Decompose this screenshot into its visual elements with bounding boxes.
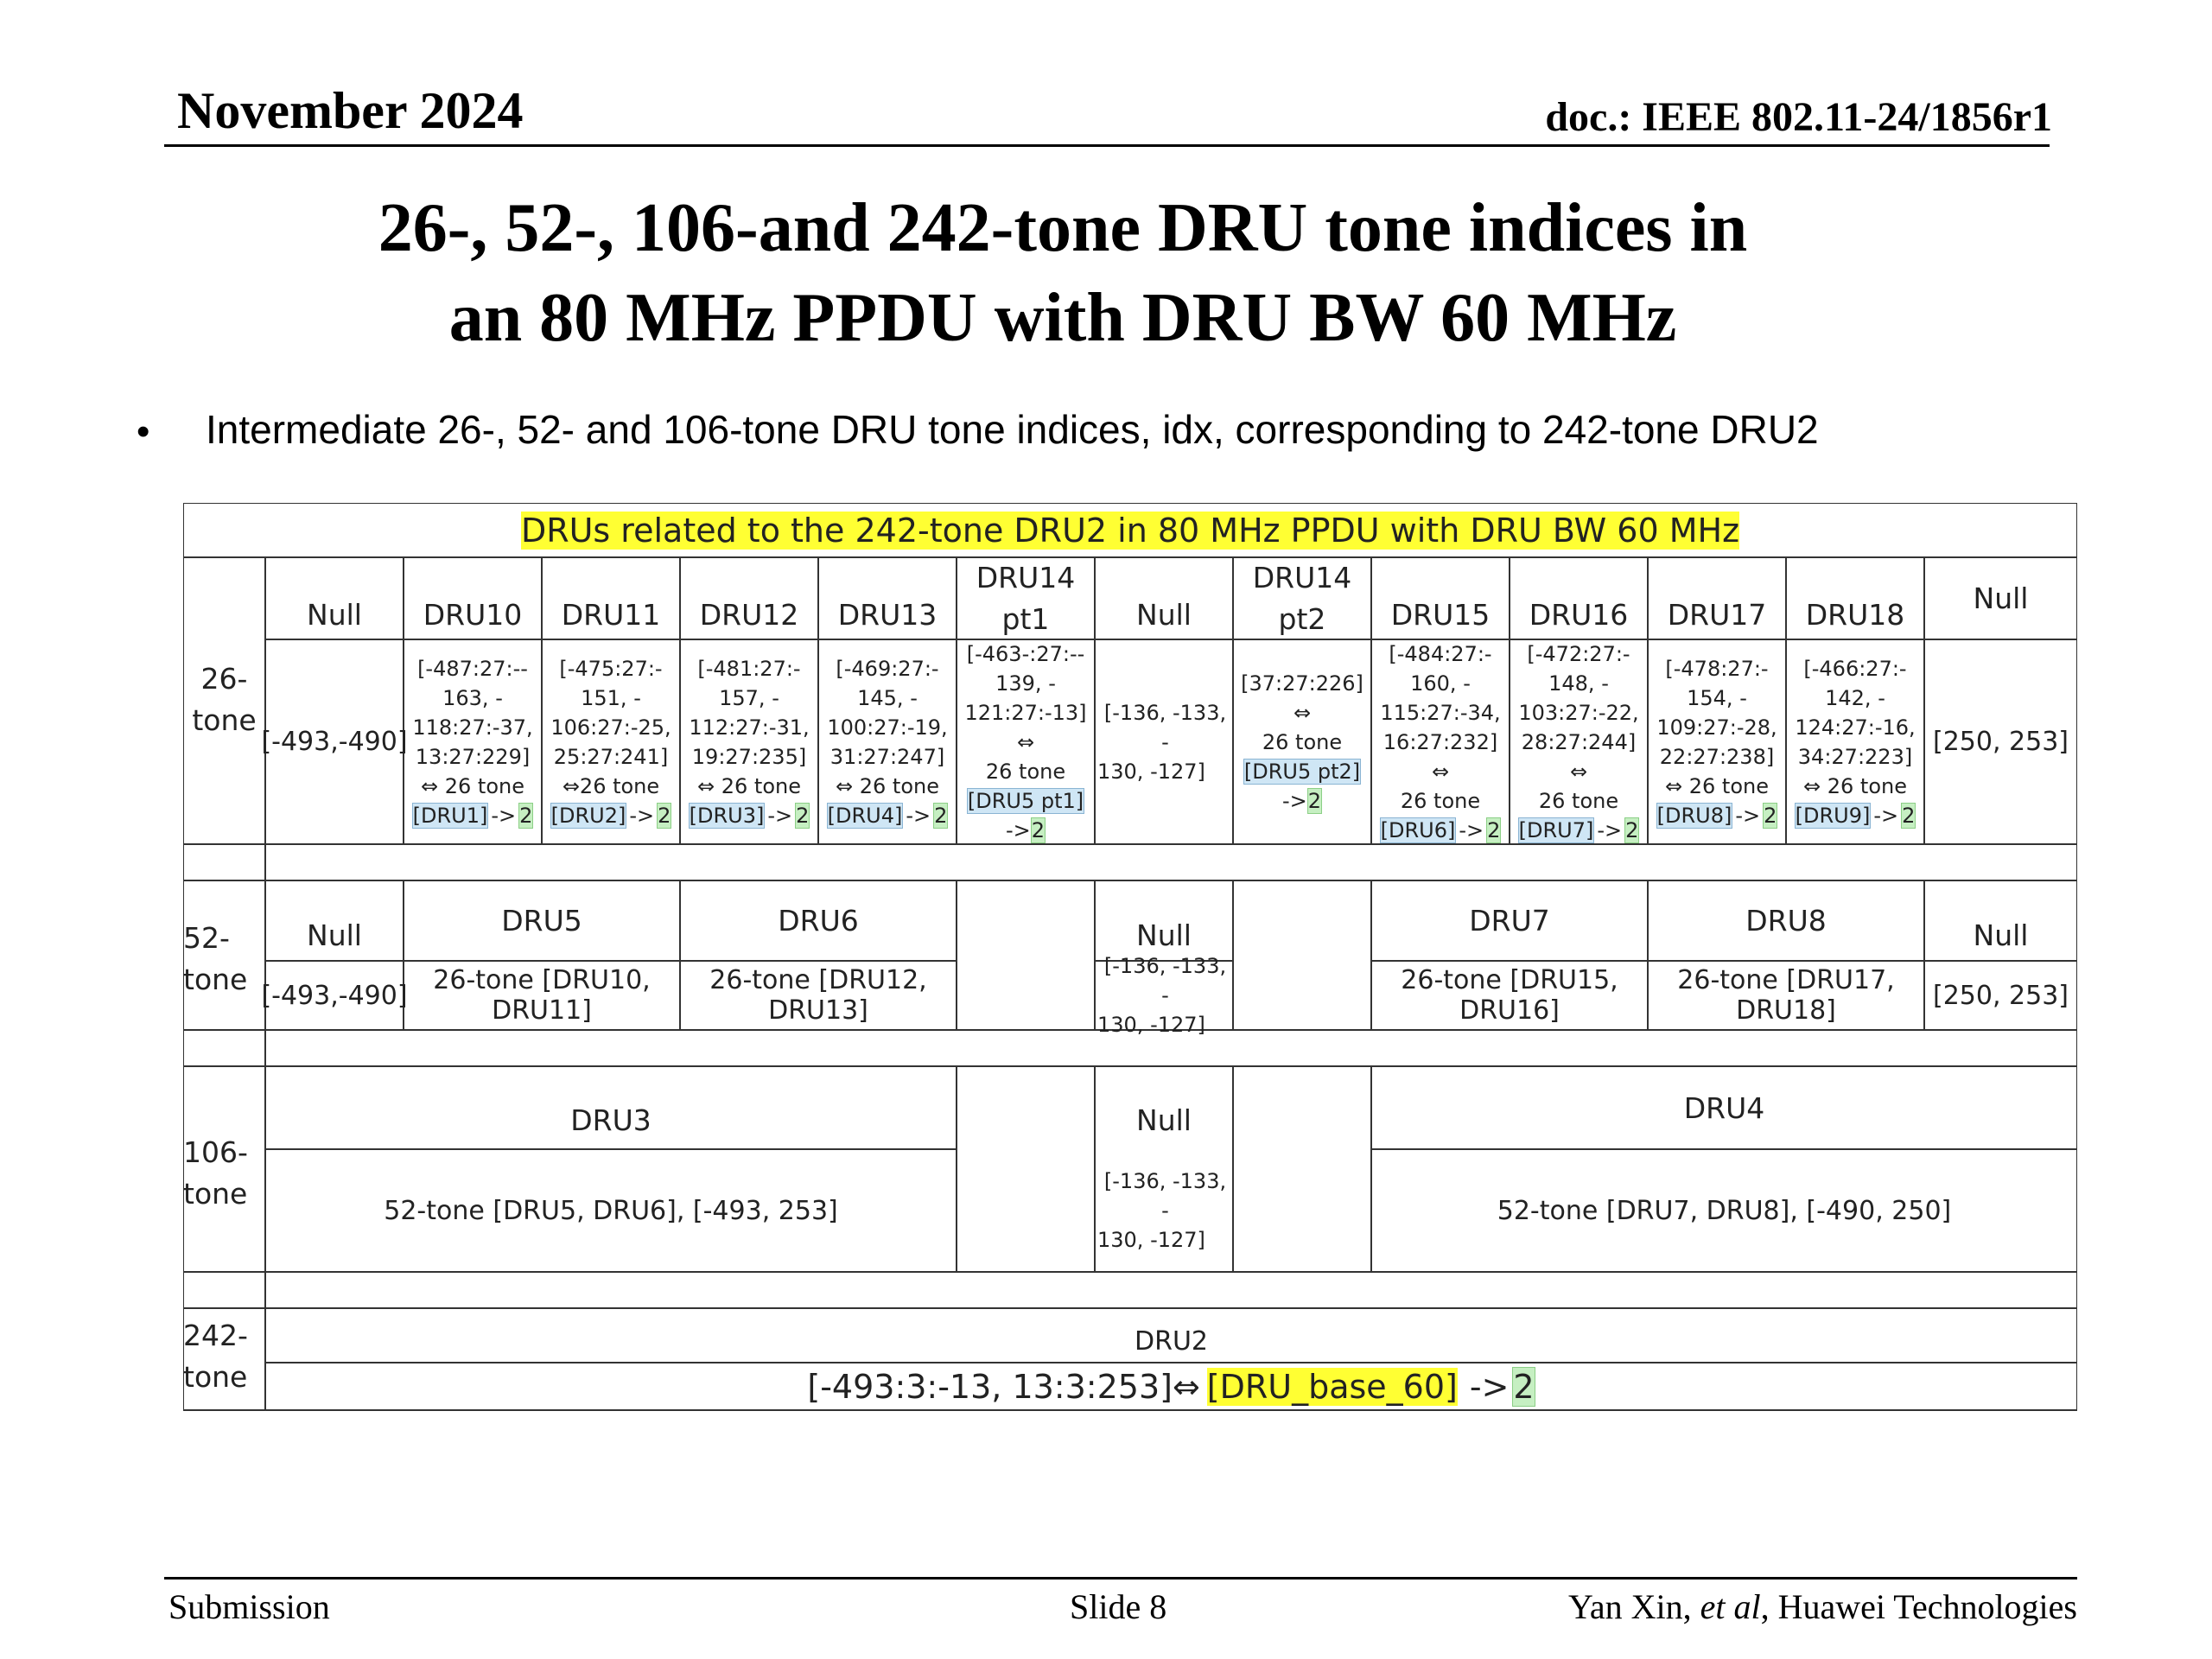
r52-dru8-val: 26-tone [DRU17, DRU18] bbox=[1677, 965, 1895, 1026]
r26-cell-line: 26 tone bbox=[1262, 729, 1343, 754]
hdr26-dru13: DRU13 bbox=[837, 597, 938, 632]
footer-author bbox=[1568, 1586, 2077, 1627]
r26-cell-tagrow bbox=[1243, 757, 1361, 786]
r242-value-tag: [DRU_base_60] bbox=[1206, 1367, 1458, 1406]
footer-slide-number: Slide 8 bbox=[1070, 1587, 1167, 1626]
r26-cell-line: [37:27:226] bbox=[1241, 671, 1363, 696]
r52-dru7-val: 26-tone [DRU15, DRU16] bbox=[1401, 965, 1618, 1026]
row-label-242-line1: 242- bbox=[183, 1319, 248, 1352]
r26-cell-line: 34:27:223] bbox=[1797, 744, 1913, 769]
r52-dru6: DRU6 bbox=[778, 904, 859, 938]
bullet-text: Intermediate 26-, 52- and 106-tone DRU tone indices, idx, corresponding to 242-tone DRU2 bbox=[206, 407, 1819, 452]
r26-cell-tagrow bbox=[689, 801, 810, 830]
bullet-marker: • bbox=[137, 410, 150, 453]
header-doc-id: doc.: IEEE 802.11-24/1856r1 bbox=[1545, 94, 2052, 140]
r52-dru6-val: 26-tone [DRU12, DRU13] bbox=[709, 965, 927, 1026]
hdr26-dru12: DRU12 bbox=[699, 597, 799, 632]
r26-cell-arrow: -> bbox=[1005, 817, 1031, 842]
r26-cell-0 bbox=[261, 639, 408, 844]
r26-cell-line: ⇔ bbox=[1016, 729, 1035, 754]
r26-cell-line: ⇔26 tone bbox=[562, 773, 660, 798]
r26-cell-tagrow bbox=[550, 801, 672, 830]
r26-cell-line: 28:27:244] bbox=[1521, 729, 1637, 754]
hdr26-null-right: Null bbox=[1973, 582, 2029, 615]
r26-cell-tag: [DRU5 pt1] bbox=[967, 788, 1084, 813]
slide-title-line1: 26-, 52-, 106-and 242-tone DRU tone indices in bbox=[378, 190, 1748, 266]
r52-null-left: Null bbox=[307, 918, 362, 952]
r26-cell-arrow: -> bbox=[767, 803, 793, 828]
r26-cell-3 bbox=[680, 639, 818, 844]
r26-cell-line: [-493,-490] bbox=[261, 727, 408, 757]
r26-cell-line: [-478:27:- bbox=[1665, 656, 1769, 681]
r26-cell-tag: [DRU5 pt2] bbox=[1243, 759, 1361, 784]
r26-cell-arrow: -> bbox=[906, 803, 931, 828]
r26-cell-line: [-484:27:- bbox=[1389, 641, 1492, 666]
r26-cell-line: [-472:27:- bbox=[1527, 641, 1630, 666]
r26-cell-tagrow bbox=[827, 801, 949, 830]
r26-cell-num: 2 bbox=[1307, 788, 1322, 813]
r26-cell-line: 31:27:247] bbox=[830, 744, 945, 769]
r26-cell-line: ⇔ bbox=[1431, 759, 1450, 784]
r26-cell-line: [-136, -133, - bbox=[1103, 700, 1227, 754]
hdr26-null-mid: Null bbox=[1136, 597, 1192, 632]
hdr26-null-left: Null bbox=[307, 597, 362, 632]
row-label-52-line1: 52- bbox=[183, 921, 230, 955]
r26-cell-line: [-463-:27:-- bbox=[966, 641, 1085, 666]
row-label-106-line1: 106- bbox=[183, 1135, 248, 1169]
r26-cell-num: 2 bbox=[1487, 817, 1501, 842]
dru-table bbox=[183, 503, 2077, 1412]
r52-dru7: DRU7 bbox=[1469, 904, 1550, 938]
r52-null-right: Null bbox=[1973, 918, 2029, 952]
r26-cell-arrowrow bbox=[1006, 816, 1046, 845]
r26-cell-arrow: -> bbox=[1459, 817, 1484, 842]
r26-cell-line: [-475:27:- bbox=[559, 656, 663, 681]
r26-cell-arrow: -> bbox=[1735, 803, 1761, 828]
r26-cell-line: 163, - bbox=[442, 685, 503, 710]
r52-null-mid-val: [-136, -133, - 130, -127] bbox=[1097, 954, 1227, 1037]
r26-cell-num: 2 bbox=[934, 803, 948, 828]
r26-cell-line: 115:27:-34, bbox=[1380, 700, 1501, 725]
r26-cell-line: 124:27:-16, bbox=[1795, 715, 1916, 740]
r26-cell-line: 103:27:-22, bbox=[1518, 700, 1639, 725]
r26-cell-2 bbox=[542, 639, 680, 844]
r26-cell-num: 2 bbox=[1764, 803, 1777, 828]
r26-cell-line: 13:27:229] bbox=[415, 744, 531, 769]
r242-value-num: 2 bbox=[1513, 1367, 1535, 1406]
r26-cell-num: 2 bbox=[796, 803, 810, 828]
r26-cell-line: 25:27:241] bbox=[553, 744, 669, 769]
r26-cell-tagrow bbox=[1656, 801, 1778, 830]
slide-title bbox=[199, 183, 1927, 363]
r26-cell-line: 145, - bbox=[857, 685, 918, 710]
table-caption bbox=[183, 503, 2077, 557]
r26-cell-5 bbox=[957, 639, 1095, 844]
r52-dru8: DRU8 bbox=[1745, 904, 1827, 938]
r106-null-mid-val: [-136, -133, - 130, -127] bbox=[1097, 1169, 1227, 1252]
r26-cell-tagrow bbox=[1795, 801, 1916, 830]
r242-value-arrow: -> bbox=[1469, 1367, 1510, 1406]
r26-cell-line: 160, - bbox=[1410, 671, 1471, 696]
r106-dru3: DRU3 bbox=[570, 1103, 652, 1137]
r26-cell-num: 2 bbox=[1625, 817, 1639, 842]
row-label-106-tone bbox=[183, 1132, 265, 1215]
r26-cell-line: 26 tone bbox=[985, 759, 1066, 784]
r26-cell-10 bbox=[1648, 639, 1786, 844]
r26-cell-line: 151, - bbox=[581, 685, 641, 710]
r26-cell-line: ⇔ bbox=[1569, 759, 1588, 784]
r26-cell-line: ⇔ bbox=[1293, 700, 1312, 725]
r26-cell-tag: [DRU2] bbox=[550, 803, 626, 828]
r26-cell-num: 2 bbox=[1902, 803, 1916, 828]
table-caption-text: DRUs related to the 242-tone DRU2 in 80 MHz PPDU with DRU BW 60 MHz bbox=[520, 511, 1740, 550]
hdr26-dru14-pt1: DRU14 pt1 bbox=[976, 560, 1076, 636]
r26-cell-line: ⇔ 26 tone bbox=[836, 773, 939, 798]
r26-cell-num: 2 bbox=[658, 803, 671, 828]
r52-null-left-val: [-493,-490] bbox=[261, 980, 408, 1011]
row-label-52-line2: tone bbox=[183, 963, 248, 996]
r26-cell-4 bbox=[818, 639, 957, 844]
r26-cell-line: 139, - bbox=[995, 671, 1056, 696]
r242-value bbox=[265, 1363, 2077, 1410]
r26-cell-line: 121:27:-13] bbox=[964, 700, 1087, 725]
r26-cell-line: ⇔ 26 tone bbox=[421, 773, 524, 798]
footer-author-name: Yan Xin, bbox=[1568, 1587, 1700, 1626]
r26-cell-tag: [DRU1] bbox=[412, 803, 488, 828]
r26-cell-line: ⇔ 26 tone bbox=[1803, 773, 1907, 798]
r242-value-text: [-493:3:-13, 13:3:253]⇔ bbox=[807, 1367, 1200, 1406]
r26-cell-arrow: -> bbox=[629, 803, 655, 828]
row-label-52-tone bbox=[183, 918, 265, 1001]
r26-cell-11 bbox=[1786, 639, 1924, 844]
row-label-26-tone bbox=[183, 658, 265, 741]
r26-cell-arrow: -> bbox=[1597, 817, 1623, 842]
r26-cell-arrow: -> bbox=[1281, 788, 1307, 813]
r26-cell-line: [-481:27:- bbox=[697, 656, 801, 681]
r26-cell-line: 109:27:-28, bbox=[1656, 715, 1777, 740]
r26-cell-line: 118:27:-37, bbox=[412, 715, 533, 740]
r26-cell-line: 26 tone bbox=[1538, 788, 1619, 813]
r52-dru5: DRU5 bbox=[501, 904, 582, 938]
r26-cell-line: [-469:27:- bbox=[836, 656, 939, 681]
r26-cell-1 bbox=[404, 639, 542, 844]
r26-cell-line: 16:27:232] bbox=[1382, 729, 1498, 754]
r26-cell-line: [-487:27:-- bbox=[417, 656, 528, 681]
r242-dru2: DRU2 bbox=[1135, 1326, 1208, 1357]
hdr26-dru15: DRU15 bbox=[1390, 597, 1491, 632]
header-date: November 2024 bbox=[177, 82, 524, 139]
footer-etal: et al bbox=[1700, 1587, 1761, 1626]
r26-cell-tagrow bbox=[1380, 816, 1502, 845]
r26-cell-arrow: -> bbox=[491, 803, 517, 828]
r26-cell-line: 26 tone bbox=[1400, 788, 1481, 813]
r26-cell-line: [250, 253] bbox=[1932, 727, 2069, 757]
r26-cell-tag: [DRU6] bbox=[1380, 817, 1456, 842]
row-label-242-line2: tone bbox=[183, 1360, 248, 1394]
r106-dru4-val: 52-tone [DRU7, DRU8], [-490, 250] bbox=[1497, 1195, 1952, 1226]
r26-cell-tag: [DRU9] bbox=[1795, 803, 1871, 828]
r26-cell-9 bbox=[1510, 639, 1648, 844]
footer-rule bbox=[164, 1577, 2077, 1580]
r106-dru4: DRU4 bbox=[1683, 1090, 1765, 1125]
hdr26-dru10: DRU10 bbox=[423, 597, 523, 632]
r26-cell-12 bbox=[1924, 639, 2077, 844]
r26-cell-7 bbox=[1233, 639, 1371, 844]
r106-null-mid: Null bbox=[1136, 1103, 1192, 1137]
r26-cell-line: 148, - bbox=[1548, 671, 1609, 696]
hdr26-dru14-pt2: DRU14 pt2 bbox=[1252, 560, 1352, 636]
row-label-106-line2: tone bbox=[183, 1177, 248, 1211]
r26-cell-line: 106:27:-25, bbox=[550, 715, 671, 740]
r26-cell-arrow: -> bbox=[1873, 803, 1899, 828]
r26-cell-6 bbox=[1095, 639, 1233, 844]
r26-cell-line: ⇔ 26 tone bbox=[1665, 773, 1769, 798]
r26-cell-line: 130, -127] bbox=[1097, 759, 1205, 784]
row-label-26-line2: tone bbox=[192, 703, 257, 737]
r26-cell-tagrow bbox=[967, 786, 1084, 816]
row-label-242-tone bbox=[183, 1315, 265, 1398]
r26-cell-num: 2 bbox=[519, 803, 533, 828]
r26-cell-tagrow bbox=[412, 801, 534, 830]
r26-cell-tag: [DRU3] bbox=[689, 803, 765, 828]
r26-cell-line: 22:27:238] bbox=[1659, 744, 1775, 769]
r26-cell-arrowrow bbox=[1282, 786, 1322, 816]
r26-cell-line: 100:27:-19, bbox=[827, 715, 948, 740]
slide-title-line2: an 80 MHz PPDU with DRU BW 60 MHz bbox=[448, 280, 1677, 356]
r26-cell-line: 112:27:-31, bbox=[689, 715, 810, 740]
r52-null-mid: Null bbox=[1136, 918, 1192, 952]
r52-dru5-val: 26-tone [DRU10, DRU11] bbox=[433, 965, 651, 1026]
r26-cell-tag: [DRU4] bbox=[827, 803, 903, 828]
row-label-26-line1: 26- bbox=[200, 662, 248, 696]
r106-dru3-val: 52-tone [DRU5, DRU6], [-493, 253] bbox=[384, 1195, 838, 1226]
r26-cell-line: 19:27:235] bbox=[691, 744, 807, 769]
hdr26-dru11: DRU11 bbox=[561, 597, 661, 632]
r52-null-right-val: [250, 253] bbox=[1932, 980, 2069, 1011]
r26-cell-line: 142, - bbox=[1825, 685, 1885, 710]
r26-cell-num: 2 bbox=[1031, 817, 1046, 842]
r26-cell-line: [-466:27:- bbox=[1803, 656, 1907, 681]
hdr26-dru17: DRU17 bbox=[1667, 597, 1767, 632]
r26-cell-8 bbox=[1371, 639, 1510, 844]
header-rule bbox=[164, 144, 2050, 147]
hdr26-dru18: DRU18 bbox=[1805, 597, 1905, 632]
footer-company: , Huawei Technologies bbox=[1760, 1587, 2077, 1626]
r26-cell-tagrow bbox=[1518, 816, 1640, 845]
footer-submission: Submission bbox=[168, 1587, 330, 1626]
r26-cell-line: 157, - bbox=[719, 685, 779, 710]
r26-cell-tag: [DRU8] bbox=[1656, 803, 1732, 828]
r26-cell-line: ⇔ 26 tone bbox=[697, 773, 801, 798]
r26-cell-tag: [DRU7] bbox=[1518, 817, 1594, 842]
hdr26-dru16: DRU16 bbox=[1529, 597, 1629, 632]
r26-cell-line: 154, - bbox=[1687, 685, 1747, 710]
